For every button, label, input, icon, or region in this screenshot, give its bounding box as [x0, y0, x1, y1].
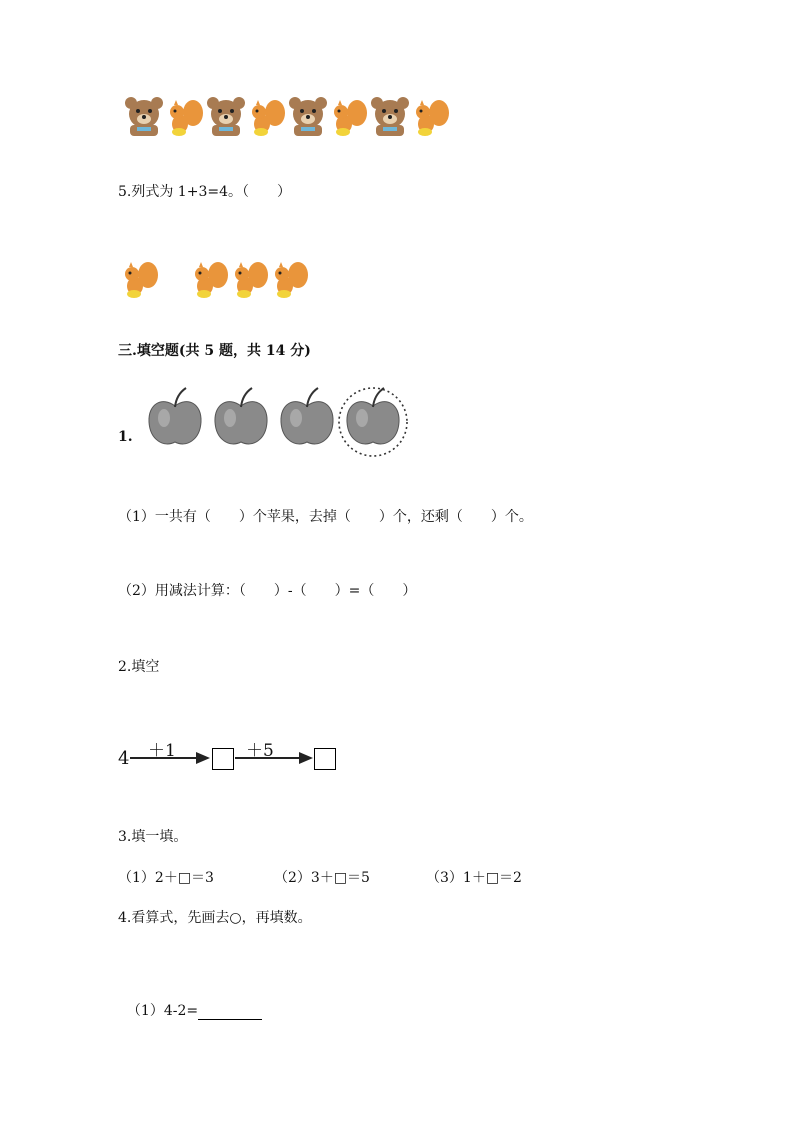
squirrel-group-right: [190, 258, 310, 300]
squirrel-icon: [120, 260, 160, 300]
pattern-bear: [122, 94, 166, 142]
pattern-bear: [368, 94, 412, 142]
apple-icon: [338, 382, 408, 460]
q1-line2: （2）用减法计算：（ ）-（ ）=（ ）: [118, 583, 417, 599]
squirrel-icon: [190, 260, 230, 300]
q3-item-1: （1）2＋□＝3: [118, 870, 214, 886]
q3-item-2: （2）3＋□＝5: [274, 870, 370, 886]
chain-arrow-2: [235, 750, 313, 766]
chain-op2: ＋5: [246, 741, 274, 761]
chain-box-2[interactable]: [314, 748, 336, 770]
apple-icon: [272, 382, 342, 460]
squirrel-icon: [230, 260, 270, 300]
apple-icon: [206, 382, 276, 460]
chain-start-number: 4: [118, 748, 130, 769]
squirrel-icon: [270, 260, 310, 300]
pattern-row: [122, 96, 462, 142]
q3-item-3: （3）1＋□＝2: [426, 870, 522, 886]
chain-box-1[interactable]: [212, 748, 234, 770]
bear-icon: [204, 94, 248, 138]
chain-arrow-1: [130, 750, 210, 766]
bear-icon: [122, 94, 166, 138]
q4-line1-text: （1）4-2=: [126, 1003, 199, 1019]
section-3-title: 三.填空题(共 5 题，共 14 分): [118, 343, 311, 359]
q2-title: 2.填空: [118, 659, 160, 675]
chain-op1: ＋1: [148, 741, 176, 761]
q3-title: 3.填一填。: [118, 829, 188, 845]
apple-row: [140, 382, 420, 462]
pattern-bear: [286, 94, 330, 142]
pattern-bear: [204, 94, 248, 142]
apple-icon: [140, 382, 210, 460]
squirrel-icon: [166, 98, 204, 138]
pattern-squirrel: [412, 98, 450, 142]
q4-line1: [118, 984, 262, 1020]
q1-line1: （1）一共有（ ）个苹果，去掉（ ）个，还剩（ ）个。: [118, 509, 533, 525]
squirrel-group-left: [120, 258, 164, 300]
q4-title: 4.看算式，先画去○，再填数。: [118, 910, 312, 926]
q4-answer-blank[interactable]: [198, 1005, 262, 1020]
number-chain: [116, 732, 356, 782]
bear-icon: [286, 94, 330, 138]
q5-text: 5.列式为 1+3=4。（ ）: [118, 184, 291, 200]
pattern-squirrel: [166, 98, 204, 142]
squirrel-icon: [412, 98, 450, 138]
pattern-squirrel: [330, 98, 368, 142]
q1-number: 1.: [118, 429, 133, 445]
pattern-squirrel: [248, 98, 286, 142]
bear-icon: [368, 94, 412, 138]
squirrel-icon: [248, 98, 286, 138]
squirrel-icon: [330, 98, 368, 138]
